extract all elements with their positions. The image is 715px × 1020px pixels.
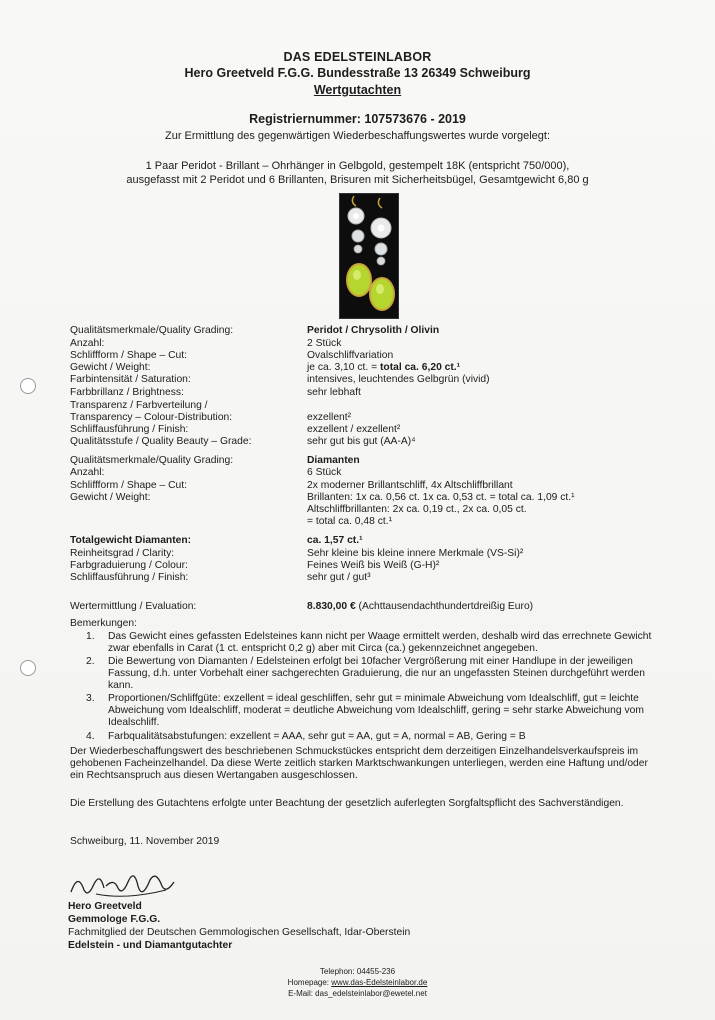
signer-name: Hero Greetveld (68, 901, 142, 912)
remark-text: Farbqualitätsabstufungen: exzellent = AAA, sehr gut = AA, gut = A, normal = AB, Gering = B (108, 731, 526, 742)
company-name: DAS EDELSTEINLABOR (283, 50, 432, 64)
diamond-label-colour: Farbgraduierung / Colour: (70, 560, 188, 571)
item-description-line1: 1 Paar Peridot - Brillant – Ohrhänger in Gelbgold, gestempelt 18K (entspricht 750/000), (145, 160, 570, 172)
diamond-label-weight: Gewicht / Weight: (70, 492, 151, 503)
footer-phone: Telephon: 04455-236 (319, 967, 396, 976)
diamond-total-value: ca. 1,57 ct.¹ (307, 535, 363, 546)
evaluation-value (307, 601, 533, 612)
diamond-colour: Feines Weiß bis Weiß (G-H)² (307, 560, 440, 571)
peridot-label-saturation: Farbintensität / Saturation: (70, 374, 191, 385)
diamond-label-grading: Qualitätsmerkmale/Quality Grading: (70, 455, 234, 466)
intro-text: Zur Ermittlung des gegenwärtigen Wiederbeschaffungswertes wurde vorgelegt: (165, 130, 550, 142)
remark-text: Die Bewertung von Diamanten / Edelsteinen erfolgt bei 10facher Vergrößerung mit einer Handlupe in der jeweiligen Fassung, d.h. unter Vorbehalt einer sachgerechten Graduierung, die nur an ungefassten Steinen durchgeführt werden kann. (108, 656, 645, 691)
diamond-finish: sehr gut / gut³ (307, 572, 371, 583)
diamond-label-finish: Schliffausführung / Finish: (70, 572, 189, 583)
peridot-grade: sehr gut bis gut (AA-A)⁴ (307, 436, 416, 447)
peridot-count: 2 Stück (307, 338, 342, 349)
diamond-clarity: Sehr kleine bis kleine innere Merkmale (VS-Si)² (307, 548, 524, 559)
signer-title: Gemmologe F.G.G. (68, 914, 161, 925)
peridot-label-grading: Qualitätsmerkmale/Quality Grading: (70, 325, 234, 336)
signer-role: Edelstein - und Diamantgutachter (68, 940, 233, 951)
remark-text: Das Gewicht eines gefassten Edelsteines kann nicht per Waage ermittelt werden, deshalb wird das errechnete Gewicht zwar ebenfalls in Carat (1 ct. entspricht 0,2 g) aber mit Circa (ca.) gekennzeichnet angegeben. (108, 631, 652, 654)
registration-number: Registriernummer: 107573676 - 2019 (249, 112, 466, 126)
diamond-label-count: Anzahl: (70, 467, 105, 478)
diamond-weight-line1: Brillanten: 1x ca. 0,56 ct. 1x ca. 0,53 ct. = total ca. 1,09 ct.¹ (307, 492, 575, 503)
item-description-line2: ausgefasst mit 2 Peridot und 6 Brillanten, Brisuren mit Sicherheitsbügel, Gesamtgewicht 6,80 g (126, 174, 589, 186)
peridot-saturation: intensives, leuchtendes Gelbgrün (vivid) (307, 374, 490, 385)
peridot-finish: exzellent / exzellent² (307, 424, 401, 435)
disclaimer-paragraph: Der Wiederbeschaffungswert des beschriebenen Schmuckstückes entspricht dem derzeitigen Einzelhandelsverkaufspreis im gehobenen Facheinzelhandel. Da diese Werte zeitlich starken Marktschwankungen unterliegen, werden eine Haftung und/oder ein Rechtsanspruch aus diesen Wertangaben ausgeschlossen. (70, 746, 648, 781)
diamond-cut: 2x moderner Brillantschliff, 4x Altschliffbrillant (307, 480, 513, 491)
evaluation-amount-words: (Achttausendachthundertdreißig Euro) (355, 601, 534, 612)
footer-homepage (0, 978, 715, 988)
handwritten-signature (66, 864, 186, 904)
evaluation-amount: 8.830,00 € (307, 601, 356, 612)
peridot-cut: Ovalschliffvariation (307, 350, 394, 361)
footer-homepage-label: Homepage: (287, 978, 332, 987)
peridot-weight-each: je ca. 3,10 ct. = (307, 362, 380, 373)
signer-membership: Fachmitglied der Deutschen Gemmologischen Gesellschaft, Idar-Oberstein (68, 927, 411, 938)
diligence-paragraph: Die Erstellung des Gutachtens erfolgte unter Beachtung der gesetzlich auferlegten Sorgfaltspflicht des Sachverständigen. (70, 798, 624, 809)
peridot-label-brightness: Farbbrillanz / Brightness: (70, 387, 184, 398)
peridot-label-transparency2: Transparency – Colour-Distribution: (70, 412, 233, 423)
homepage-link[interactable]: www.das-Edelsteinlabor.de (331, 978, 428, 987)
peridot-transparency: exzellent² (307, 412, 352, 423)
company-address: Hero Greetveld F.G.G. Bundesstraße 13 26349 Schweiburg (184, 66, 531, 80)
footer-email: E-Mail: das_edelsteinlabor@ewetel.net (288, 989, 427, 998)
diamond-weight-line2: Altschliffbrillanten: 2x ca. 0,19 ct., 2x ca. 0,05 ct. (307, 504, 527, 515)
earrings-illustration (340, 194, 398, 318)
peridot-label-finish: Schliffausführung / Finish: (70, 424, 189, 435)
remark-number: 3. (86, 693, 95, 704)
peridot-title: Peridot / Chrysolith / Olivin (307, 325, 440, 336)
diamond-title: Diamanten (307, 455, 360, 466)
remark-text: Proportionen/Schliffgüte: exzellent = ideal geschliffen, sehr gut = minimale Abweichung vom Idealschliff, gut = leichte Abweichung vom Idealschliff, moderat = deutliche Abweichung vom Idealschliff, gering = sehr starke Abweichung vom Idealschliff. (108, 693, 644, 728)
place-date: Schweiburg, 11. November 2019 (70, 836, 220, 847)
remark-number: 4. (86, 731, 95, 742)
punch-hole-bottom (20, 660, 36, 676)
remarks-title: Bemerkungen: (70, 618, 137, 629)
diamond-weight-line3: = total ca. 0,48 ct.¹ (307, 516, 392, 527)
peridot-label-count: Anzahl: (70, 338, 105, 349)
peridot-weight (307, 362, 460, 373)
evaluation-label: Wertermittlung / Evaluation: (70, 601, 197, 612)
peridot-label-grade: Qualitätsstufe / Quality Beauty – Grade: (70, 436, 252, 447)
peridot-label-cut: Schliffform / Shape – Cut: (70, 350, 187, 361)
remark-number: 2. (86, 656, 95, 667)
document-title: Wertgutachten (313, 83, 402, 97)
diamond-total-label: Totalgewicht Diamanten: (70, 535, 192, 546)
diamond-count: 6 Stück (307, 467, 342, 478)
diamond-label-clarity: Reinheitsgrad / Clarity: (70, 548, 175, 559)
peridot-weight-total: total ca. 6,20 ct.¹ (379, 362, 461, 373)
punch-hole-top (20, 378, 36, 394)
diamond-label-cut: Schliffform / Shape – Cut: (70, 480, 187, 491)
peridot-brightness: sehr lebhaft (307, 387, 361, 398)
earrings-photo (339, 193, 399, 319)
remark-number: 1. (86, 631, 95, 642)
peridot-label-transparency1: Transparenz / Farbverteilung / (70, 400, 208, 411)
peridot-label-weight: Gewicht / Weight: (70, 362, 151, 373)
